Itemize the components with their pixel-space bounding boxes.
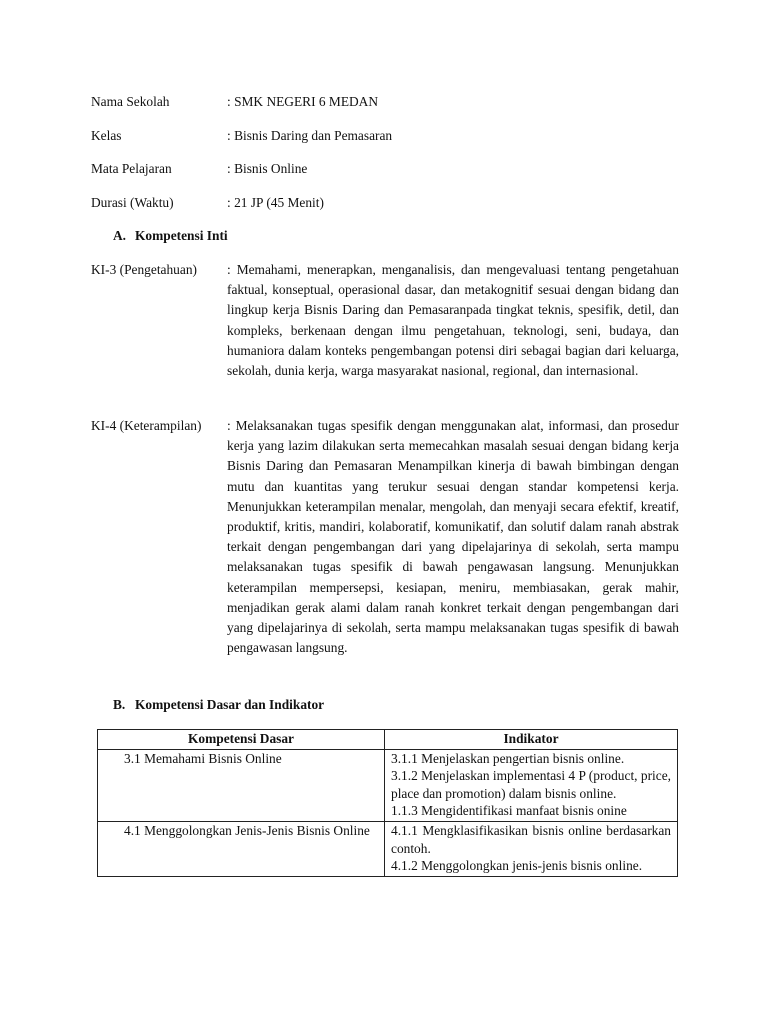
indikator-cell <box>385 821 678 876</box>
section-number: A. <box>113 228 127 243</box>
header-indikator: Indikator <box>385 730 678 750</box>
info-value: : Bisnis Online <box>227 161 308 176</box>
table-row <box>98 821 678 876</box>
section-title: Kompetensi Inti <box>135 228 228 243</box>
indikator-item: 4.1.1 Mengklasifikasikan bisnis online berdasarkan contoh. <box>391 822 671 856</box>
indikator-item: 4.1.2 Menggolongkan jenis-jenis bisnis online. <box>391 858 643 874</box>
indikator-item: 3.1.2 Menjelaskan implementasi 4 P (product, price, place dan promotion) dalam bisnis online. <box>391 768 671 801</box>
info-value: : Bisnis Daring dan Pemasaran <box>227 128 393 143</box>
section-title: Kompetensi Dasar dan Indikator <box>135 697 325 712</box>
kd-cell <box>98 749 385 821</box>
indikator-item: 3.1.1 Menjelaskan pengertian bisnis online. <box>391 750 625 766</box>
info-label: Kelas <box>91 128 122 143</box>
kd-text: 4.1 Menggolongkan Jenis-Jenis Bisnis Online <box>124 822 370 838</box>
ki4-label: KI-4 (Keterampilan) <box>91 418 202 433</box>
info-label: Mata Pelajaran <box>91 161 172 176</box>
ki4-text: : Melaksanakan tugas spesifik dengan menggunakan alat, informasi, dan prosedur kerja yang lazim dilakukan serta memecahkan masalah sesuai dengan bidang kerja Bisnis Daring dan Pemasaran Menampilkan kinerja di bawah bimbingan dengan mutu dan kuantitas yang terukur sesuai dengan standar kompetensi kerja. Menunjukkan keterampilan menalar, mengolah, dan menyaji secara efektif, kreatif, produktif, kritis, mandiri, kolaboratif, komunikatif, dan solutif dalam ranah abstrak terkait dengan pengembangan dari yang dipelajarinya di sekolah, serta mampu melaksanakan tugas spesifik di bawah pengawasan langsung. Menunjukkan keterampilan mempersepsi, kesiapan, meniru, membiasakan, gerak mahir, menjadikan gerak alami dalam ranah konkret terkait dengan pengembangan dari yang dipelajarinya di sekolah, serta mampu melaksanakan tugas spesifik di bawah pengawasan langsung. <box>227 418 679 656</box>
section-a-heading <box>113 226 228 246</box>
indikator-cell <box>385 749 678 821</box>
info-label: Durasi (Waktu) <box>91 195 174 210</box>
indikator-item: 1.1.3 Mengidentifikasi manfaat bisnis onine <box>391 803 627 819</box>
section-number: B. <box>113 697 126 712</box>
header-kompetensi-dasar: Kompetensi Dasar <box>98 730 385 750</box>
ki3-label: KI-3 (Pengetahuan) <box>91 262 197 277</box>
table-header-row <box>98 730 678 750</box>
section-b-heading <box>113 695 324 715</box>
kd-text: 3.1 Memahami Bisnis Online <box>124 750 282 766</box>
table-row <box>98 749 678 821</box>
info-label: Nama Sekolah <box>91 94 170 109</box>
info-value: : 21 JP (45 Menit) <box>227 195 324 210</box>
kd-cell <box>98 821 385 876</box>
kd-indikator-table <box>97 729 678 877</box>
ki3-text: : Memahami, menerapkan, menganalisis, dan mengevaluasi tentang pengetahuan faktual, konseptual, operasional dasar, dan metakognitif sesuai dengan bidang dan lingkup kerja Bisnis Daring dan Pemasaranpada tingkat teknis, spesifik, detil, dan kompleks, berkenaan dengan ilmu pengetahuan, teknologi, seni, budaya, dan humaniora dalam konteks pengembangan potensi diri sebagai bagian dari keluarga, sekolah, dunia kerja, warga masyarakat nasional, regional, dan internasional. <box>227 262 679 379</box>
info-value: : SMK NEGERI 6 MEDAN <box>227 94 379 109</box>
